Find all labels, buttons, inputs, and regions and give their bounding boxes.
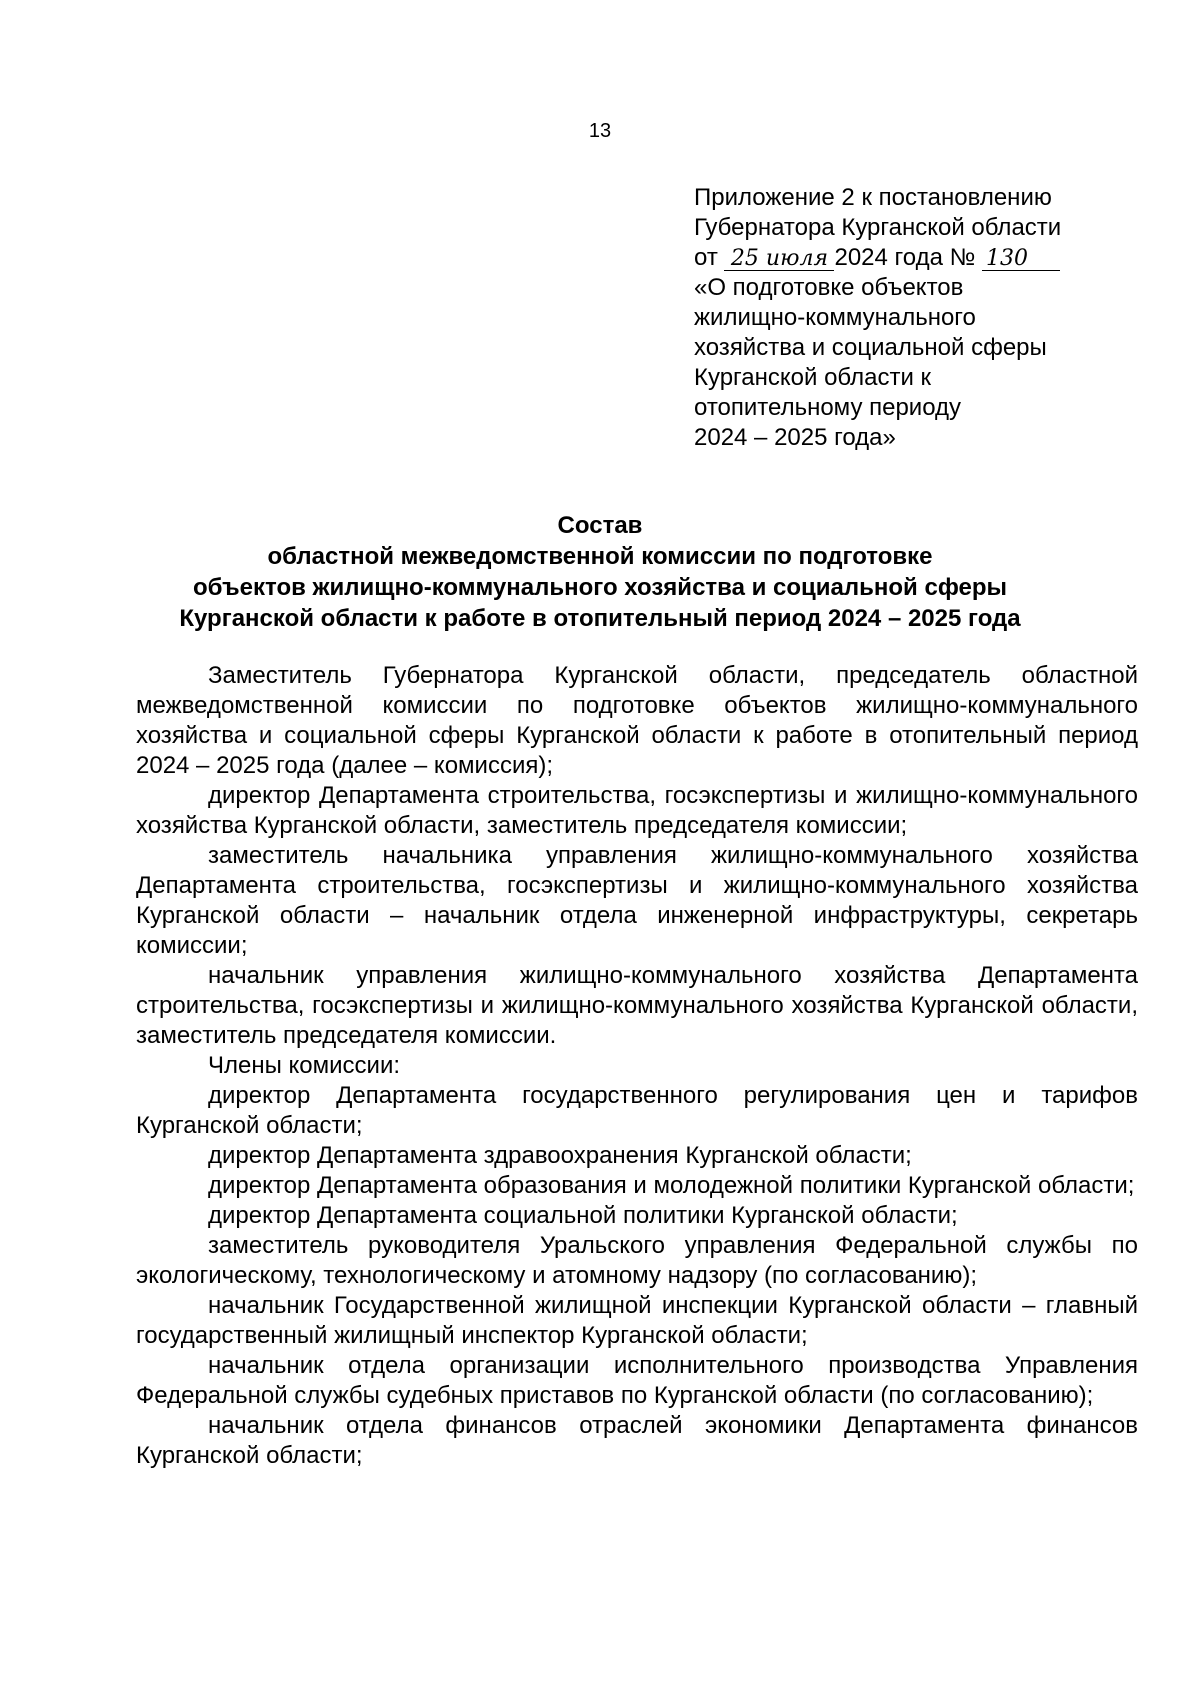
member-paragraph: директор Департамента строительства, госэкспертизы и жилищно-коммунального хозяйства Курганской области, заместитель председателя комиссии; [136,782,1138,839]
member-paragraph: начальник управления жилищно-коммунального хозяйства Департамента строительства, госэкспертизы и жилищно-коммунального хозяйства Курганской области, заместитель председателя комиссии. [136,962,1138,1049]
member-paragraph: заместитель начальника управления жилищно-коммунального хозяйства Департамента строительства, госэкспертизы и жилищно-коммунального хозяйства Курганской области – начальник отдела инженерной инфраструктуры, секретарь комиссии; [136,842,1138,959]
member-paragraph: начальник отдела организации исполнительного производства Управления Федеральной службы судебных приставов по Курганской области (по согласованию); [136,1352,1138,1409]
document-title [0,510,1200,634]
appendix-line: хозяйства и социальной сферы [694,334,1047,361]
appendix-line: Губернатора Курганской области [694,214,1062,241]
appendix-line: Приложение 2 к постановлению [694,184,1052,211]
date-prefix: от [694,244,718,271]
title-line: Состав [557,512,643,539]
member-paragraph: заместитель руководителя Уральского управления Федеральной службы по экологическому, технологическому и атомному надзору (по согласованию); [136,1232,1138,1289]
handwritten-date: 25 июля [724,248,834,271]
member-paragraph: Заместитель Губернатора Курганской области, председатель областной межведомственной комиссии по подготовке объектов жилищно-коммунального хозяйства и социальной сферы Курганской области к работе в отопительный период 2024 – 2025 года (далее – комиссия); [136,662,1138,779]
title-line: областной межведомственной комиссии по подготовке [267,543,933,570]
member-paragraph: директор Департамента социальной политики Курганской области; [208,1202,958,1229]
appendix-line: отопительному периоду [694,394,962,421]
appendix-date-line [694,243,1164,273]
title-line: объектов жилищно-коммунального хозяйства и социальной сферы [192,574,1008,601]
appendix-line: 2024 – 2025 года» [694,424,896,451]
commission-members-list [136,661,1138,1471]
member-paragraph: директор Департамента государственного регулирования цен и тарифов Курганской области; [136,1082,1138,1139]
page-number: 13 [588,120,612,142]
member-paragraph: директор Департамента образования и молодежной политики Курганской области; [208,1172,1135,1199]
appendix-header [694,183,1164,453]
member-paragraph: директор Департамента здравоохранения Курганской области; [208,1142,912,1169]
member-paragraph: начальник Государственной жилищной инспекции Курганской области – главный государственный жилищный инспектор Курганской области; [136,1292,1138,1349]
member-paragraph: начальник отдела финансов отраслей экономики Департамента финансов Курганской области; [136,1412,1138,1469]
appendix-line: «О подготовке объектов [694,274,964,301]
title-line: Курганской области к работе в отопительный период 2024 – 2025 года [179,605,1021,632]
date-suffix: 2024 года № [834,244,976,271]
appendix-line: Курганской области к [694,364,932,391]
members-heading: Члены комиссии: [208,1052,401,1079]
appendix-line: жилищно-коммунального [694,304,976,331]
handwritten-number: 130 [982,248,1060,271]
